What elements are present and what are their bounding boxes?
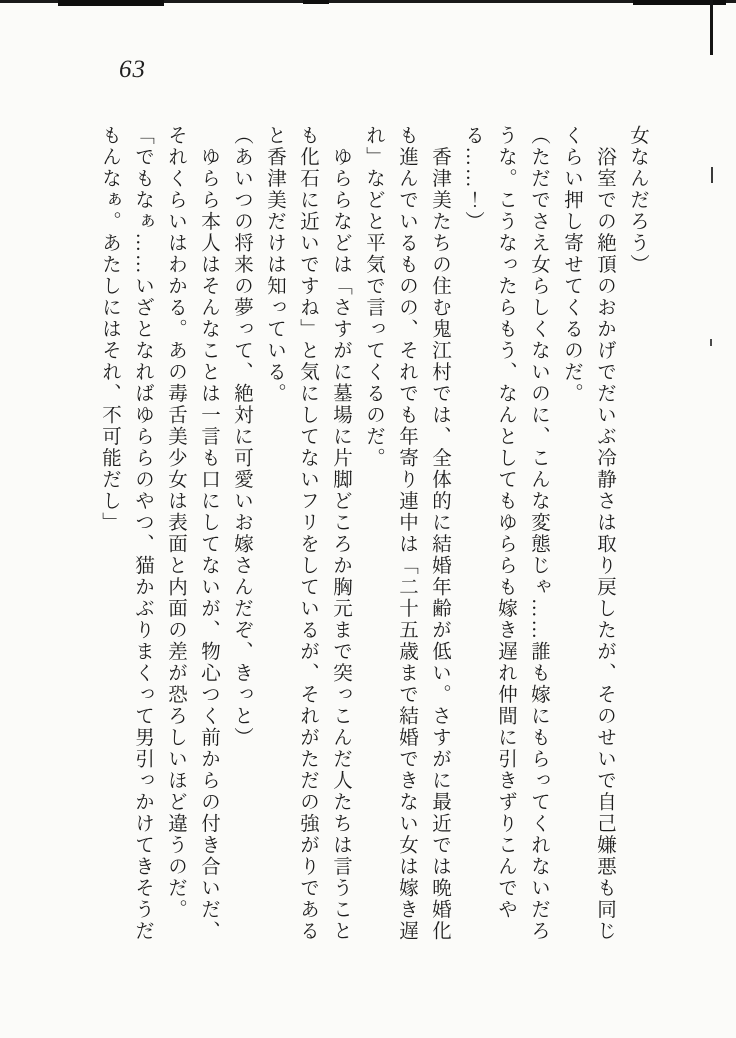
scan-edge-top-artifact: [0, 0, 736, 3]
paragraph-6: （あいつの将来の夢って、絶対に可愛いお嫁さんだぞ、きっと）: [231, 125, 252, 749]
scan-edge-right-dash: [710, 339, 712, 346]
paragraph-5: ゆららなどは「さすがに墓場に片脚どころか胸元まで突っこんだ人たちは言うことも化石に近いですね」と気にしてないフリをしているが、それがただの強がりであると香津美だけは知っている。: [264, 125, 351, 942]
scan-edge-right-dash: [711, 167, 713, 183]
paragraph-3: （ただでさえ女らしくないのに、こんな変態じゃ……誰も嫁にもらってくれないだろうな。こうなったらもう、なんとしてもゆららも嫁き遅れ仲間に引きずりこんでやる……！）: [462, 125, 549, 942]
paragraph-7: ゆらら本人はそんなことは一言も口にしてないが、物心つく前からの付き合いだ、それくらいはわかる。あの毒舌美少女は表面と内面の差が恐ろしいほど違うのだ。: [165, 125, 219, 942]
paragraph-8: 「でもなぁ……いざとなればゆららのやつ、猫かぶりまくって男引っかけてきそうだもんなぁ。あたしにはそれ、不可能だし」: [99, 125, 153, 942]
scan-edge-top-segment: [58, 0, 164, 6]
paragraph-1: 女なんだろう）: [627, 125, 648, 276]
paragraph-2: 浴室での絶頂のおかげでだいぶ冷静さは取り戻したが、そのせいで自己嫌悪も同じくらい押し寄せてくるのだ。: [561, 125, 615, 942]
scan-edge-right-artifact: [710, 0, 713, 55]
page-number: 63: [119, 56, 146, 83]
body-text: [92, 125, 654, 945]
scan-edge-top-segment: [303, 0, 329, 4]
paragraph-4: 香津美たちの住む鬼江村では、全体的に結婚年齢が低い。さすがに最近では晩婚化も進んでいるものの、それでも年寄り連中は「二十五歳まで結婚できない女は嫁き遅れ」などと平気で言ってくるのだ。: [363, 125, 450, 942]
